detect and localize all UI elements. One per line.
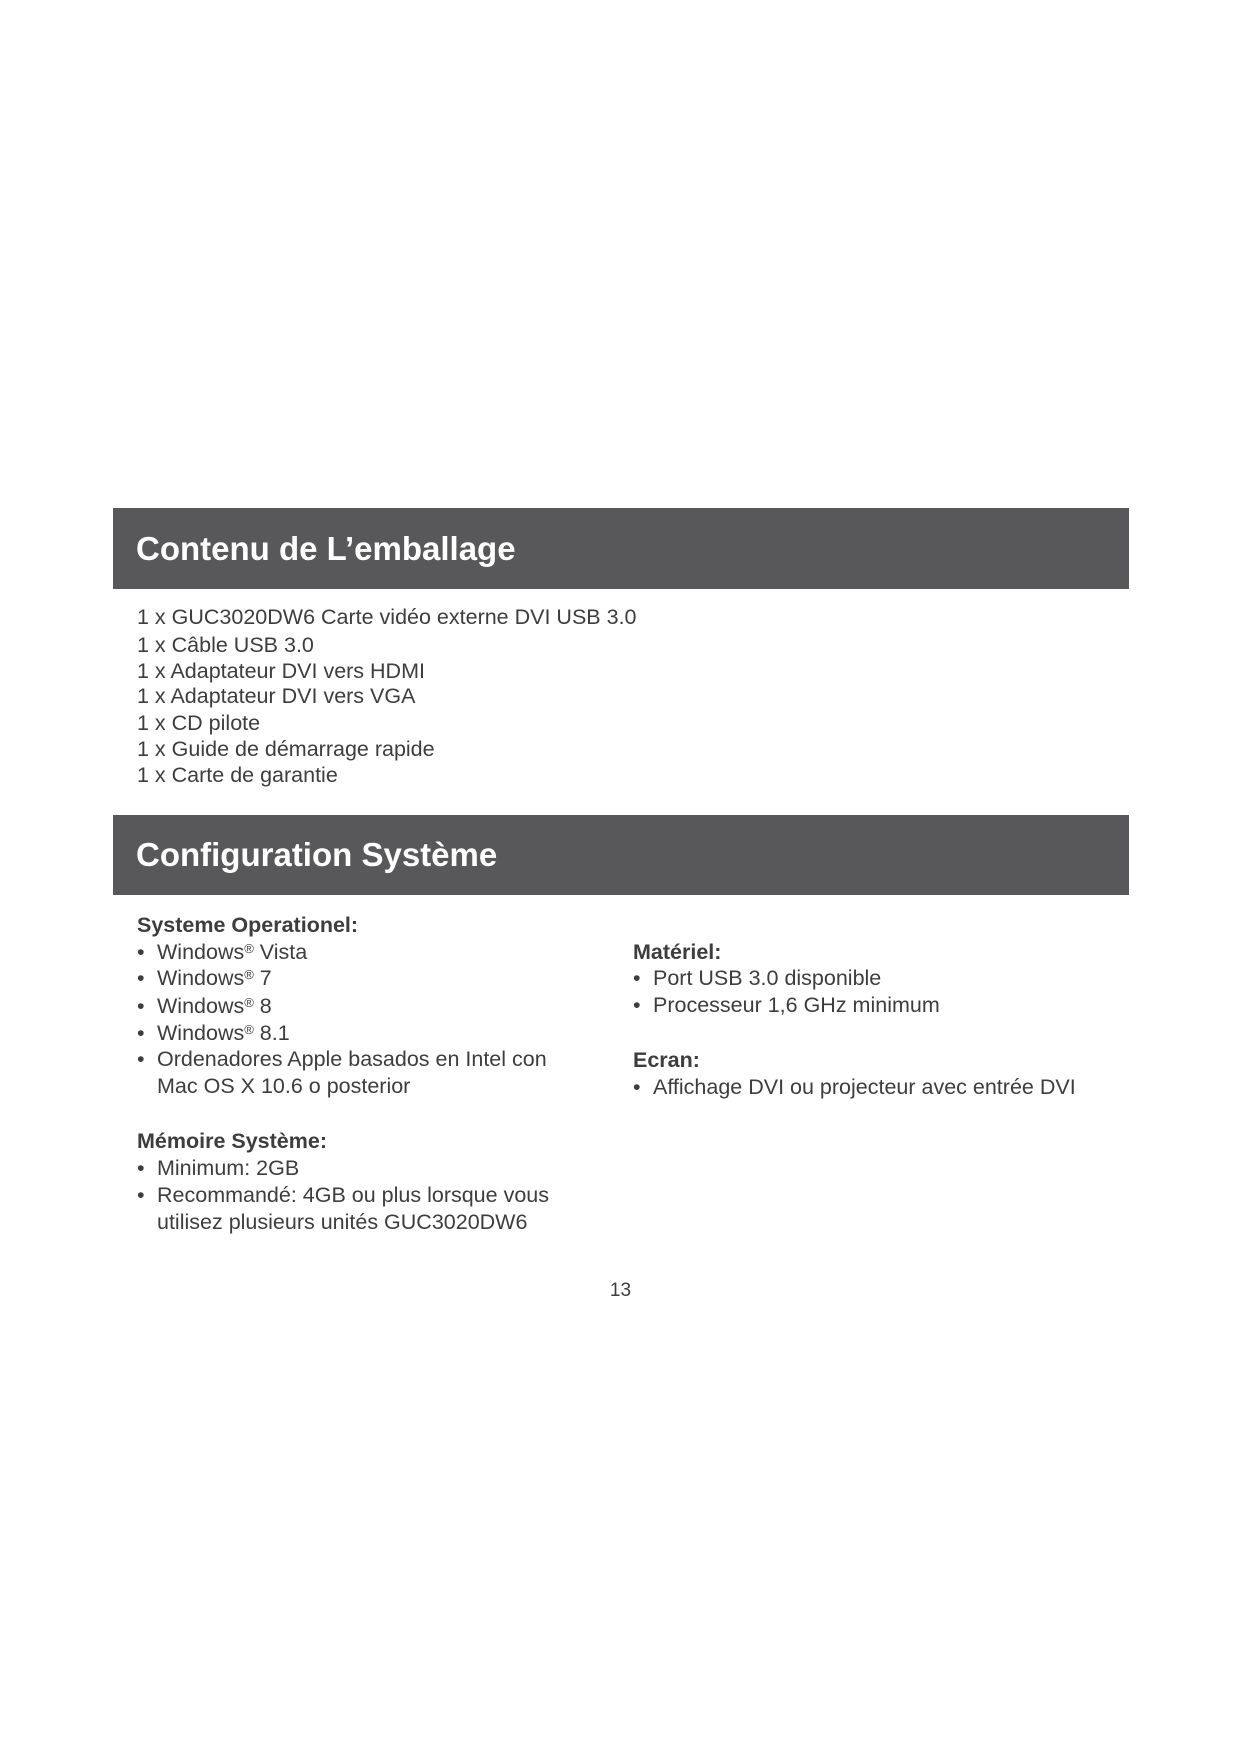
system-requirements-title: Configuration Système — [136, 836, 498, 873]
os-heading: Systeme Operationel: — [137, 913, 359, 937]
bullet-icon: • — [137, 1047, 145, 1071]
windows-version: Vista — [259, 940, 308, 964]
windows-version: 8.1 — [259, 1021, 290, 1045]
registered-mark: ® — [244, 995, 254, 1010]
registered-mark: ® — [244, 967, 254, 982]
list-item: 1 x Adaptateur DVI vers HDMI — [137, 659, 425, 683]
list-item — [633, 965, 940, 992]
apple-line-1: Ordenadores Apple basados en Intel con — [157, 1047, 547, 1071]
hardware-heading: Matériel: — [633, 940, 722, 964]
list-item: 1 x Carte de garantie — [137, 763, 338, 787]
hardware-item: Processeur 1,6 GHz minimum — [653, 993, 940, 1017]
windows-version: 8 — [259, 994, 272, 1018]
list-item — [137, 939, 547, 965]
memory-heading: Mémoire Système: — [137, 1129, 327, 1153]
list-item — [137, 1182, 549, 1236]
package-contents-list — [137, 604, 637, 789]
bullet-icon: • — [633, 1075, 641, 1099]
screen-list — [633, 1074, 1076, 1101]
registered-mark: ® — [244, 1022, 254, 1037]
memory-minimum: Minimum: 2GB — [157, 1156, 300, 1180]
memory-list — [137, 1155, 549, 1236]
windows-version: 7 — [259, 966, 272, 990]
bullet-icon: • — [137, 994, 145, 1018]
list-item: 1 x Câble USB 3.0 — [137, 633, 314, 657]
list-item — [137, 1020, 547, 1046]
list-item — [633, 1074, 1076, 1101]
memory-recommended-line-1: Recommandé: 4GB ou plus lorsque vous — [157, 1183, 549, 1207]
windows-label: Windows — [157, 1021, 245, 1045]
list-item — [137, 965, 547, 993]
memory-recommended-line-2: utilisez plusieurs unités GUC3020DW6 — [157, 1210, 528, 1234]
registered-mark: ® — [244, 941, 254, 956]
package-contents-title: Contenu de L’emballage — [136, 529, 516, 567]
hardware-item: Port USB 3.0 disponible — [653, 966, 882, 990]
windows-label: Windows — [157, 940, 245, 964]
package-contents-header — [113, 508, 1129, 589]
bullet-icon: • — [137, 966, 145, 990]
hardware-list — [633, 965, 940, 1019]
bullet-icon: • — [137, 1156, 145, 1180]
system-requirements-header — [113, 815, 1129, 895]
list-item — [137, 993, 547, 1020]
list-item — [137, 1046, 547, 1100]
bullet-icon: • — [137, 940, 145, 964]
list-item — [633, 992, 940, 1019]
windows-label: Windows — [157, 966, 245, 990]
bullet-icon: • — [633, 993, 641, 1017]
screen-item: Affichage DVI ou projecteur avec entrée DVI — [653, 1075, 1076, 1099]
list-item: 1 x GUC3020DW6 Carte vidéo externe DVI USB 3.0 — [137, 605, 637, 629]
screen-heading: Ecran: — [633, 1048, 700, 1072]
windows-label: Windows — [157, 994, 245, 1018]
os-list — [137, 939, 547, 1100]
list-item — [137, 1155, 549, 1182]
page-number: 13 — [609, 1280, 632, 1301]
bullet-icon: • — [137, 1021, 145, 1045]
list-item: 1 x Adaptateur DVI vers VGA — [137, 684, 416, 708]
list-item: 1 x CD pilote — [137, 711, 261, 735]
apple-line-2: Mac OS X 10.6 o posterior — [157, 1074, 411, 1098]
bullet-icon: • — [633, 966, 641, 990]
list-item: 1 x Guide de démarrage rapide — [137, 737, 435, 761]
bullet-icon: • — [137, 1183, 145, 1207]
